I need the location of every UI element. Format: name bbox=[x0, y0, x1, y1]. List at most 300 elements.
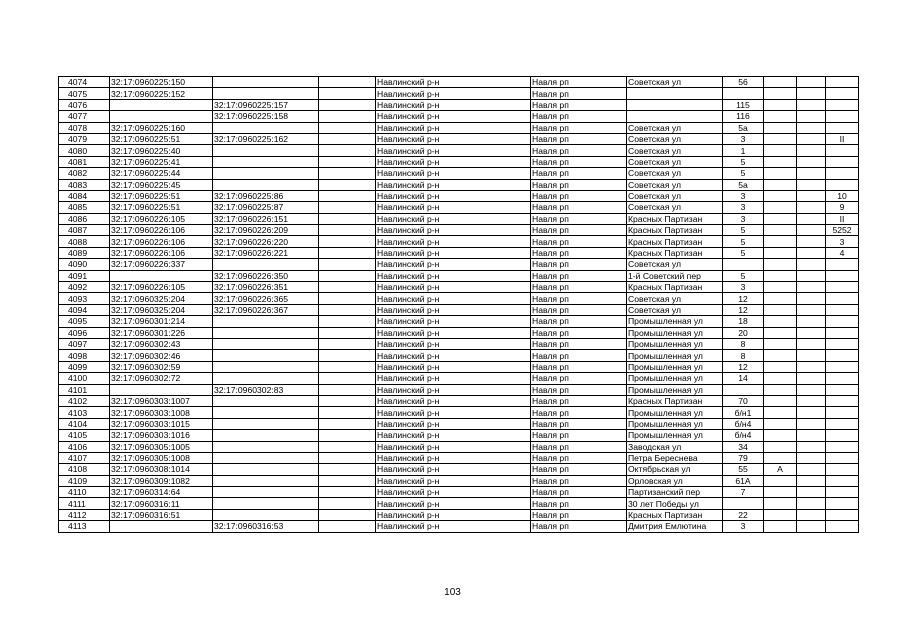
cadastral-table bbox=[58, 76, 859, 533]
cell-letter bbox=[764, 395, 797, 406]
cell-building bbox=[797, 133, 826, 144]
cell-cadastral-number: 32:17:0960225:152 bbox=[110, 88, 213, 99]
cell-apartment bbox=[826, 498, 859, 509]
cell-parent-cadastral-number: 32:17:0960226:221 bbox=[213, 247, 319, 258]
cell-empty-col bbox=[319, 111, 376, 122]
cell-apartment bbox=[826, 407, 859, 418]
table-row bbox=[59, 190, 859, 201]
table-row bbox=[59, 430, 859, 441]
cell-empty-col bbox=[319, 190, 376, 201]
cell-empty-col bbox=[319, 270, 376, 281]
cell-empty-col bbox=[319, 213, 376, 224]
cell-building bbox=[797, 452, 826, 463]
cell-apartment: 5252 bbox=[826, 225, 859, 236]
cell-district: Навлинский р-н bbox=[376, 498, 531, 509]
cell-building bbox=[797, 441, 826, 452]
table-row bbox=[59, 475, 859, 486]
cell-street: Красных Партизан bbox=[627, 395, 723, 406]
cell-house-number: 61А bbox=[723, 475, 764, 486]
cell-building bbox=[797, 327, 826, 338]
cell-settlement: Навля рп bbox=[531, 384, 627, 395]
cell-street: Советская ул bbox=[627, 133, 723, 144]
cell-parent-cadastral-number bbox=[213, 316, 319, 327]
cell-building bbox=[797, 225, 826, 236]
cell-district: Навлинский р-н bbox=[376, 487, 531, 498]
cell-letter bbox=[764, 133, 797, 144]
cell-street: Орловская ул bbox=[627, 475, 723, 486]
cell-district: Навлинский р-н bbox=[376, 99, 531, 110]
cell-apartment bbox=[826, 487, 859, 498]
cell-building bbox=[797, 111, 826, 122]
cell-street: Советская ул bbox=[627, 179, 723, 190]
cell-apartment bbox=[826, 430, 859, 441]
cell-parent-cadastral-number bbox=[213, 259, 319, 270]
cell-settlement: Навля рп bbox=[531, 190, 627, 201]
table-row bbox=[59, 498, 859, 509]
cell-cadastral-number: 32:17:0960226:106 bbox=[110, 225, 213, 236]
cell-empty-col bbox=[319, 487, 376, 498]
cell-letter bbox=[764, 259, 797, 270]
cell-building bbox=[797, 259, 826, 270]
cell-building bbox=[797, 293, 826, 304]
cell-settlement: Навля рп bbox=[531, 338, 627, 349]
cell-row-number: 4089 bbox=[59, 247, 110, 258]
table-row bbox=[59, 316, 859, 327]
cell-cadastral-number: 32:17:0960325:204 bbox=[110, 293, 213, 304]
table-row bbox=[59, 418, 859, 429]
cell-parent-cadastral-number bbox=[213, 88, 319, 99]
cell-apartment bbox=[826, 88, 859, 99]
cell-empty-col bbox=[319, 384, 376, 395]
cell-parent-cadastral-number: 32:17:0960226:151 bbox=[213, 213, 319, 224]
cell-building bbox=[797, 99, 826, 110]
cell-parent-cadastral-number bbox=[213, 498, 319, 509]
cell-house-number: 3 bbox=[723, 202, 764, 213]
cell-street: Промышленная ул bbox=[627, 338, 723, 349]
cell-street: Красных Партизан bbox=[627, 213, 723, 224]
cell-district: Навлинский р-н bbox=[376, 338, 531, 349]
cell-row-number: 4101 bbox=[59, 384, 110, 395]
cell-parent-cadastral-number bbox=[213, 373, 319, 384]
cell-letter bbox=[764, 361, 797, 372]
cell-house-number bbox=[723, 498, 764, 509]
table-row bbox=[59, 384, 859, 395]
cell-apartment bbox=[826, 282, 859, 293]
cell-cadastral-number: 32:17:0960226:105 bbox=[110, 282, 213, 293]
cell-house-number bbox=[723, 259, 764, 270]
cell-cadastral-number: 32:17:0960226:106 bbox=[110, 247, 213, 258]
table-row bbox=[59, 361, 859, 372]
cell-empty-col bbox=[319, 179, 376, 190]
cell-settlement: Навля рп bbox=[531, 521, 627, 532]
cell-apartment bbox=[826, 145, 859, 156]
cell-parent-cadastral-number: 32:17:0960302:83 bbox=[213, 384, 319, 395]
cell-parent-cadastral-number bbox=[213, 327, 319, 338]
cell-building bbox=[797, 395, 826, 406]
cell-letter bbox=[764, 168, 797, 179]
cell-cadastral-number: 32:17:0960225:51 bbox=[110, 190, 213, 201]
cell-street: Советская ул bbox=[627, 304, 723, 315]
cell-settlement: Навля рп bbox=[531, 156, 627, 167]
cell-empty-col bbox=[319, 373, 376, 384]
cell-district: Навлинский р-н bbox=[376, 452, 531, 463]
cell-row-number: 4110 bbox=[59, 487, 110, 498]
cell-house-number: 3 bbox=[723, 521, 764, 532]
cell-cadastral-number: 32:17:0960225:51 bbox=[110, 202, 213, 213]
cell-settlement: Навля рп bbox=[531, 509, 627, 520]
cell-empty-col bbox=[319, 475, 376, 486]
cell-letter bbox=[764, 452, 797, 463]
cell-letter bbox=[764, 475, 797, 486]
cell-parent-cadastral-number: 32:17:0960225:157 bbox=[213, 99, 319, 110]
cell-parent-cadastral-number bbox=[213, 441, 319, 452]
cell-settlement: Навля рп bbox=[531, 99, 627, 110]
cell-empty-col bbox=[319, 156, 376, 167]
cell-building bbox=[797, 350, 826, 361]
cell-settlement: Навля рп bbox=[531, 179, 627, 190]
cell-empty-col bbox=[319, 452, 376, 463]
cell-house-number: б/н4 bbox=[723, 418, 764, 429]
cell-letter bbox=[764, 88, 797, 99]
cell-row-number: 4085 bbox=[59, 202, 110, 213]
cell-street: Красных Партизан bbox=[627, 236, 723, 247]
cell-row-number: 4087 bbox=[59, 225, 110, 236]
cell-row-number: 4102 bbox=[59, 395, 110, 406]
cell-district: Навлинский р-н bbox=[376, 270, 531, 281]
cell-building bbox=[797, 213, 826, 224]
table-row bbox=[59, 293, 859, 304]
cell-letter bbox=[764, 430, 797, 441]
cell-district: Навлинский р-н bbox=[376, 236, 531, 247]
cell-apartment: II bbox=[826, 133, 859, 144]
cell-row-number: 4077 bbox=[59, 111, 110, 122]
cell-street: Промышленная ул bbox=[627, 407, 723, 418]
cell-district: Навлинский р-н bbox=[376, 122, 531, 133]
cell-street: Красных Партизан bbox=[627, 509, 723, 520]
cell-row-number: 4088 bbox=[59, 236, 110, 247]
cell-row-number: 4092 bbox=[59, 282, 110, 293]
cell-empty-col bbox=[319, 316, 376, 327]
cell-district: Навлинский р-н bbox=[376, 475, 531, 486]
cell-house-number: 8 bbox=[723, 338, 764, 349]
cell-row-number: 4107 bbox=[59, 452, 110, 463]
cell-cadastral-number: 32:17:0960225:44 bbox=[110, 168, 213, 179]
cell-empty-col bbox=[319, 509, 376, 520]
cell-house-number: 5а bbox=[723, 122, 764, 133]
cell-letter bbox=[764, 316, 797, 327]
cell-cadastral-number: 32:17:0960303:1008 bbox=[110, 407, 213, 418]
cell-letter bbox=[764, 338, 797, 349]
cell-parent-cadastral-number bbox=[213, 122, 319, 133]
cell-row-number: 4104 bbox=[59, 418, 110, 429]
cell-apartment: 3 bbox=[826, 236, 859, 247]
table-row bbox=[59, 111, 859, 122]
cell-letter bbox=[764, 407, 797, 418]
cell-street: Советская ул bbox=[627, 145, 723, 156]
cell-settlement: Навля рп bbox=[531, 487, 627, 498]
cell-apartment bbox=[826, 418, 859, 429]
cell-district: Навлинский р-н bbox=[376, 77, 531, 88]
cell-row-number: 4084 bbox=[59, 190, 110, 201]
cell-row-number: 4083 bbox=[59, 179, 110, 190]
cell-letter bbox=[764, 190, 797, 201]
cell-street: Дмитрия Емлютина bbox=[627, 521, 723, 532]
cell-parent-cadastral-number bbox=[213, 145, 319, 156]
cell-street bbox=[627, 99, 723, 110]
cell-house-number: 5 bbox=[723, 156, 764, 167]
cell-parent-cadastral-number: 32:17:0960226:350 bbox=[213, 270, 319, 281]
cell-cadastral-number bbox=[110, 99, 213, 110]
cell-row-number: 4103 bbox=[59, 407, 110, 418]
cell-district: Навлинский р-н bbox=[376, 133, 531, 144]
table-row bbox=[59, 213, 859, 224]
cell-letter bbox=[764, 99, 797, 110]
cell-cadastral-number: 32:17:0960302:72 bbox=[110, 373, 213, 384]
cell-settlement: Навля рп bbox=[531, 327, 627, 338]
cell-cadastral-number: 32:17:0960308:1014 bbox=[110, 464, 213, 475]
cell-street: Советская ул bbox=[627, 293, 723, 304]
cell-building bbox=[797, 270, 826, 281]
cell-house-number: 70 bbox=[723, 395, 764, 406]
cell-parent-cadastral-number bbox=[213, 487, 319, 498]
table-row bbox=[59, 441, 859, 452]
table-row bbox=[59, 168, 859, 179]
cell-empty-col bbox=[319, 407, 376, 418]
cell-building bbox=[797, 487, 826, 498]
cell-district: Навлинский р-н bbox=[376, 190, 531, 201]
cell-building bbox=[797, 475, 826, 486]
cell-apartment bbox=[826, 270, 859, 281]
cell-district: Навлинский р-н bbox=[376, 327, 531, 338]
cell-parent-cadastral-number bbox=[213, 361, 319, 372]
cell-letter bbox=[764, 384, 797, 395]
cell-building bbox=[797, 361, 826, 372]
cell-letter bbox=[764, 487, 797, 498]
cell-district: Навлинский р-н bbox=[376, 350, 531, 361]
cell-apartment: 9 bbox=[826, 202, 859, 213]
cell-letter bbox=[764, 179, 797, 190]
cell-empty-col bbox=[319, 395, 376, 406]
cell-parent-cadastral-number bbox=[213, 430, 319, 441]
table-row bbox=[59, 327, 859, 338]
table-row bbox=[59, 145, 859, 156]
cell-house-number: б/н1 bbox=[723, 407, 764, 418]
cell-letter bbox=[764, 236, 797, 247]
cell-letter bbox=[764, 293, 797, 304]
cell-street: 30 лет Победы ул bbox=[627, 498, 723, 509]
cell-house-number: 115 bbox=[723, 99, 764, 110]
cell-parent-cadastral-number bbox=[213, 418, 319, 429]
cell-street: Партизанский пер bbox=[627, 487, 723, 498]
cell-district: Навлинский р-н bbox=[376, 282, 531, 293]
table-row bbox=[59, 521, 859, 532]
cell-district: Навлинский р-н bbox=[376, 361, 531, 372]
cell-district: Навлинский р-н bbox=[376, 168, 531, 179]
cell-apartment bbox=[826, 373, 859, 384]
cell-district: Навлинский р-н bbox=[376, 521, 531, 532]
cell-cadastral-number: 32:17:0960301:226 bbox=[110, 327, 213, 338]
table-row bbox=[59, 259, 859, 270]
cell-settlement: Навля рп bbox=[531, 111, 627, 122]
cell-house-number: 5 bbox=[723, 225, 764, 236]
cell-apartment bbox=[826, 395, 859, 406]
cell-row-number: 4113 bbox=[59, 521, 110, 532]
cell-parent-cadastral-number bbox=[213, 395, 319, 406]
cell-parent-cadastral-number bbox=[213, 452, 319, 463]
cell-settlement: Навля рп bbox=[531, 168, 627, 179]
cell-empty-col bbox=[319, 464, 376, 475]
cell-parent-cadastral-number bbox=[213, 156, 319, 167]
cell-apartment bbox=[826, 361, 859, 372]
cell-settlement: Навля рп bbox=[531, 498, 627, 509]
cell-settlement: Навля рп bbox=[531, 361, 627, 372]
cell-cadastral-number: 32:17:0960314:64 bbox=[110, 487, 213, 498]
table-row bbox=[59, 202, 859, 213]
cell-row-number: 4074 bbox=[59, 77, 110, 88]
cell-cadastral-number: 32:17:0960225:41 bbox=[110, 156, 213, 167]
cell-apartment: 10 bbox=[826, 190, 859, 201]
cell-settlement: Навля рп bbox=[531, 304, 627, 315]
cell-settlement: Навля рп bbox=[531, 133, 627, 144]
cell-district: Навлинский р-н bbox=[376, 316, 531, 327]
cell-apartment bbox=[826, 327, 859, 338]
cell-street: Промышленная ул bbox=[627, 430, 723, 441]
cell-row-number: 4094 bbox=[59, 304, 110, 315]
table-row bbox=[59, 395, 859, 406]
cell-row-number: 4093 bbox=[59, 293, 110, 304]
cell-parent-cadastral-number bbox=[213, 509, 319, 520]
cell-district: Навлинский р-н bbox=[376, 441, 531, 452]
cell-row-number: 4100 bbox=[59, 373, 110, 384]
cell-street: Советская ул bbox=[627, 122, 723, 133]
cell-district: Навлинский р-н bbox=[376, 213, 531, 224]
cell-building bbox=[797, 77, 826, 88]
cell-apartment bbox=[826, 259, 859, 270]
cell-empty-col bbox=[319, 430, 376, 441]
cell-building bbox=[797, 168, 826, 179]
cell-cadastral-number: 32:17:0960305:1008 bbox=[110, 452, 213, 463]
cell-building bbox=[797, 145, 826, 156]
cell-row-number: 4106 bbox=[59, 441, 110, 452]
cell-empty-col bbox=[319, 202, 376, 213]
cell-settlement: Навля рп bbox=[531, 270, 627, 281]
table-row bbox=[59, 225, 859, 236]
cell-street: Промышленная ул bbox=[627, 373, 723, 384]
cell-empty-col bbox=[319, 521, 376, 532]
cell-row-number: 4098 bbox=[59, 350, 110, 361]
cell-letter bbox=[764, 111, 797, 122]
cell-parent-cadastral-number bbox=[213, 350, 319, 361]
cell-row-number: 4075 bbox=[59, 88, 110, 99]
cell-letter: А bbox=[764, 464, 797, 475]
cell-row-number: 4082 bbox=[59, 168, 110, 179]
cell-street: Промышленная ул bbox=[627, 327, 723, 338]
cell-street: Красных Партизан bbox=[627, 282, 723, 293]
cell-house-number: 20 bbox=[723, 327, 764, 338]
cell-letter bbox=[764, 270, 797, 281]
cell-row-number: 4079 bbox=[59, 133, 110, 144]
cell-letter bbox=[764, 225, 797, 236]
cell-settlement: Навля рп bbox=[531, 452, 627, 463]
cell-row-number: 4080 bbox=[59, 145, 110, 156]
cell-empty-col bbox=[319, 282, 376, 293]
cell-district: Навлинский р-н bbox=[376, 145, 531, 156]
cell-building bbox=[797, 384, 826, 395]
cell-cadastral-number: 32:17:0960302:43 bbox=[110, 338, 213, 349]
cell-empty-col bbox=[319, 293, 376, 304]
cell-cadastral-number: 32:17:0960226:106 bbox=[110, 236, 213, 247]
cell-cadastral-number: 32:17:0960309:1082 bbox=[110, 475, 213, 486]
cell-settlement: Навля рп bbox=[531, 77, 627, 88]
cell-parent-cadastral-number bbox=[213, 475, 319, 486]
cell-street: Советская ул bbox=[627, 202, 723, 213]
cell-cadastral-number: 32:17:0960225:150 bbox=[110, 77, 213, 88]
cell-cadastral-number: 32:17:0960316:51 bbox=[110, 509, 213, 520]
cell-apartment bbox=[826, 111, 859, 122]
cell-building bbox=[797, 236, 826, 247]
cell-house-number: 79 bbox=[723, 452, 764, 463]
cell-apartment bbox=[826, 441, 859, 452]
cell-letter bbox=[764, 373, 797, 384]
cell-building bbox=[797, 179, 826, 190]
cell-row-number: 4105 bbox=[59, 430, 110, 441]
cell-apartment bbox=[826, 179, 859, 190]
cell-parent-cadastral-number bbox=[213, 168, 319, 179]
cell-street: Красных Партизан bbox=[627, 247, 723, 258]
cell-cadastral-number: 32:17:0960302:59 bbox=[110, 361, 213, 372]
cell-settlement: Навля рп bbox=[531, 247, 627, 258]
cell-letter bbox=[764, 509, 797, 520]
cell-cadastral-number: 32:17:0960225:45 bbox=[110, 179, 213, 190]
cell-building bbox=[797, 498, 826, 509]
cell-apartment: II bbox=[826, 213, 859, 224]
cell-empty-col bbox=[319, 236, 376, 247]
cell-parent-cadastral-number bbox=[213, 338, 319, 349]
cell-empty-col bbox=[319, 77, 376, 88]
cell-street: Советская ул bbox=[627, 156, 723, 167]
cell-letter bbox=[764, 521, 797, 532]
cell-house-number: 12 bbox=[723, 361, 764, 372]
cell-settlement: Навля рп bbox=[531, 475, 627, 486]
cell-cadastral-number bbox=[110, 521, 213, 532]
table-row bbox=[59, 304, 859, 315]
cell-district: Навлинский р-н bbox=[376, 509, 531, 520]
cell-row-number: 4086 bbox=[59, 213, 110, 224]
cell-empty-col bbox=[319, 145, 376, 156]
cell-street: Промышленная ул bbox=[627, 350, 723, 361]
cell-street: 1-й Советский пер bbox=[627, 270, 723, 281]
cell-letter bbox=[764, 350, 797, 361]
cell-house-number: 34 bbox=[723, 441, 764, 452]
cell-street: Советская ул bbox=[627, 259, 723, 270]
cell-building bbox=[797, 304, 826, 315]
cell-row-number: 4081 bbox=[59, 156, 110, 167]
cell-building bbox=[797, 509, 826, 520]
cell-settlement: Навля рп bbox=[531, 122, 627, 133]
cell-settlement: Навля рп bbox=[531, 145, 627, 156]
cell-parent-cadastral-number: 32:17:0960225:162 bbox=[213, 133, 319, 144]
cell-building bbox=[797, 316, 826, 327]
cell-empty-col bbox=[319, 418, 376, 429]
cell-house-number: 8 bbox=[723, 350, 764, 361]
cell-cadastral-number: 32:17:0960303:1016 bbox=[110, 430, 213, 441]
cell-apartment bbox=[826, 464, 859, 475]
cell-row-number: 4109 bbox=[59, 475, 110, 486]
cell-parent-cadastral-number: 32:17:0960225:87 bbox=[213, 202, 319, 213]
table-row bbox=[59, 133, 859, 144]
cell-cadastral-number: 32:17:0960303:1007 bbox=[110, 395, 213, 406]
cell-settlement: Навля рп bbox=[531, 236, 627, 247]
